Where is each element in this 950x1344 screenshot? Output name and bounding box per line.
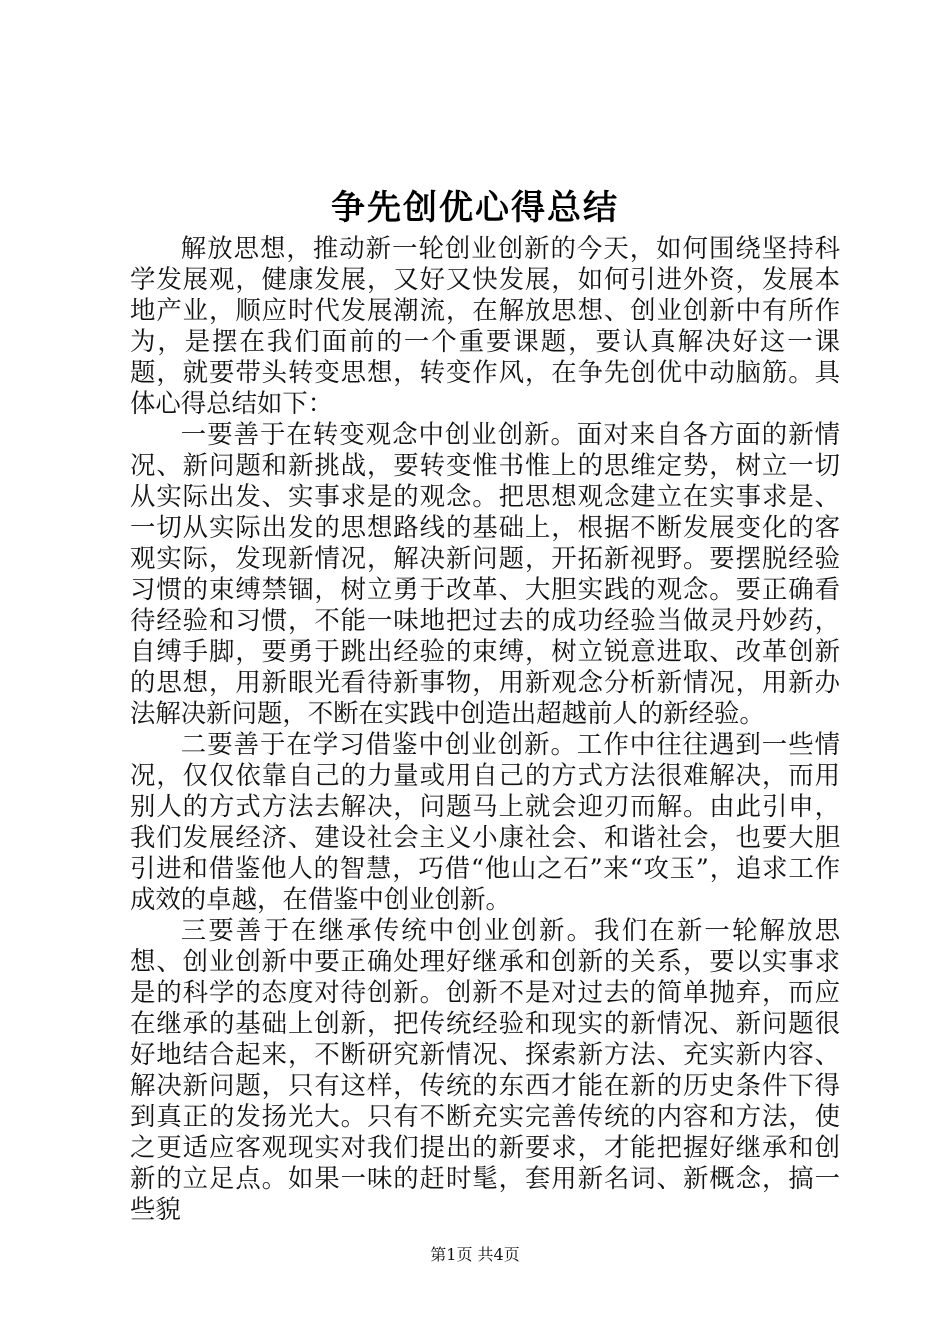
paragraph-point-two: 二要善于在学习借鉴中创业创新。工作中往往遇到一些情况，仅仅依靠自己的力量或用自己的方式方法很难解决，而用别人的方式方法去解决，问题马上就会迎刃而解。由此引申，我们发展经济、建设社会主义小康社会、和谐社会，也要大胆引进和借鉴他人的智慧，巧借“他山之石”来“攻玉”，追求工作成效的卓越，在借鉴中创业创新。 <box>130 729 840 914</box>
document-body <box>130 233 840 1225</box>
document-title: 争先创优心得总结 <box>331 188 619 228</box>
paragraph-point-three: 三要善于在继承传统中创业创新。我们在新一轮解放思想、创业创新中要正确处理好继承和创新的关系，要以实事求是的科学的态度对待创新。创新不是对过去的简单抛弃，而应在继承的基础上创新，把传统经验和现实的新情况、新问题很好地结合起来，不断研究新情况、探索新方法、充实新内容、解决新问题，只有这样，传统的东西才能在新的历史条件下得到真正的发扬光大。只有不断充实完善传统的内容和方法，使之更适应客观现实对我们提出的新要求，才能把握好继承和创新的立足点。如果一味的赶时髦，套用新名词、新概念，搞一些貌 <box>130 915 840 1224</box>
paragraph-intro: 解放思想，推动新一轮创业创新的今天，如何围绕坚持科学发展观，健康发展，又好又快发展，如何引进外资，发展本地产业，顺应时代发展潮流，在解放思想、创业创新中有所作为，是摆在我们面前的一个重要课题，要认真解决好这一课题，就要带头转变思想，转变作风，在争先创优中动脑筋。具体心得总结如下： <box>130 233 840 418</box>
paragraph-point-one: 一要善于在转变观念中创业创新。面对来自各方面的新情况、新问题和新挑战，要转变惟书惟上的思维定势，树立一切从实际出发、实事求是的观念。把思想观念建立在实事求是、一切从实际出发的思想路线的基础上，根据不断发展变化的客观实际，发现新情况，解决新问题，开拓新视野。要摆脱经验习惯的束缚禁锢，树立勇于改革、大胆实践的观念。要正确看待经验和习惯，不能一味地把过去的成功经验当做灵丹妙药，自缚手脚，要勇于跳出经验的束缚，树立锐意进取、改革创新的思想，用新眼光看待新事物，用新观念分析新情况，用新办法解决新问题，不断在实践中创造出超越前人的新经验。 <box>130 419 840 728</box>
page-footer: 第1页 共4页 <box>430 1245 520 1264</box>
